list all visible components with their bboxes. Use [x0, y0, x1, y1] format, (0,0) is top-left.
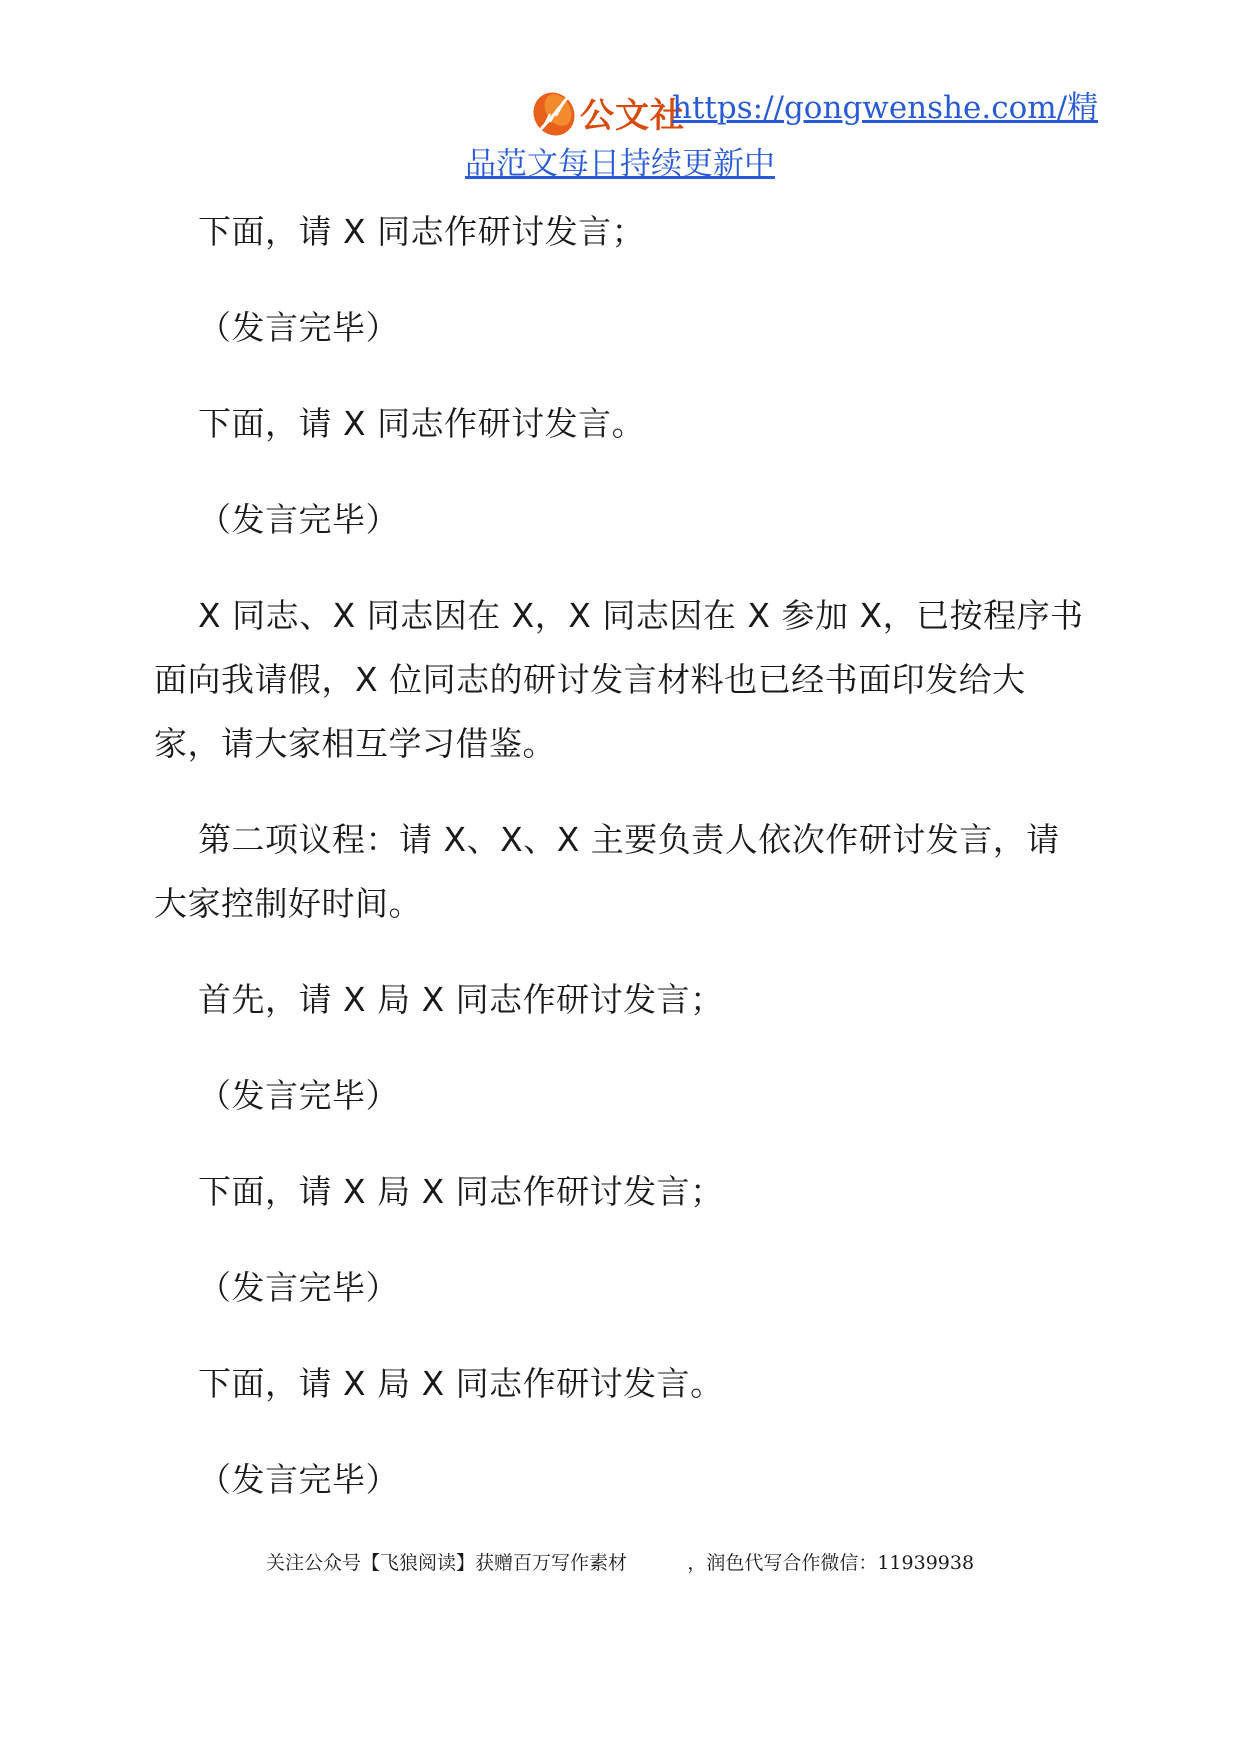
page-footer: 关注公众号【飞狼阅读】获赠百万写作素材 ，润色代写合作微信：11939938	[265, 1552, 975, 1574]
paragraph: （发言完毕）	[198, 308, 399, 347]
paragraph: 下面，请 X 局 X 同志作研讨发言。	[198, 1364, 724, 1403]
paragraph: 下面，请 X 同志作研讨发言。	[198, 404, 646, 443]
paragraph: 下面，请 X 局 X 同志作研讨发言；	[198, 1172, 724, 1211]
paragraph: 第二项议程：请 X、X、X 主要负责人依次作研讨发言，请大家控制好时间。	[154, 820, 1060, 923]
paragraph: （发言完毕）	[198, 1268, 399, 1307]
paragraph: （发言完毕）	[198, 1460, 399, 1499]
paragraph: 下面，请 X 同志作研讨发言；	[198, 212, 646, 251]
logo-text: 公文社	[580, 96, 685, 136]
paragraph: 首先，请 X 局 X 同志作研讨发言；	[198, 980, 724, 1019]
document-body	[154, 200, 1084, 1544]
leaf-logo-icon	[528, 86, 584, 140]
paragraph: X 同志、X 同志因在 X，X 同志因在 X 参加 X，已按程序书面向我请假，X 位同志的研讨发言材料也已经书面印发给大家，请大家相互学习借鉴。	[154, 596, 1084, 763]
site-link[interactable]: https://gongwenshe.com/精	[672, 90, 1099, 126]
site-link-continued[interactable]	[0, 138, 1240, 183]
paragraph: （发言完毕）	[198, 1076, 399, 1115]
paragraph: （发言完毕）	[198, 500, 399, 539]
site-link-text[interactable]: 品范文每日持续更新中	[465, 146, 775, 182]
page-header	[0, 70, 1240, 190]
site-logo[interactable]	[528, 86, 685, 140]
